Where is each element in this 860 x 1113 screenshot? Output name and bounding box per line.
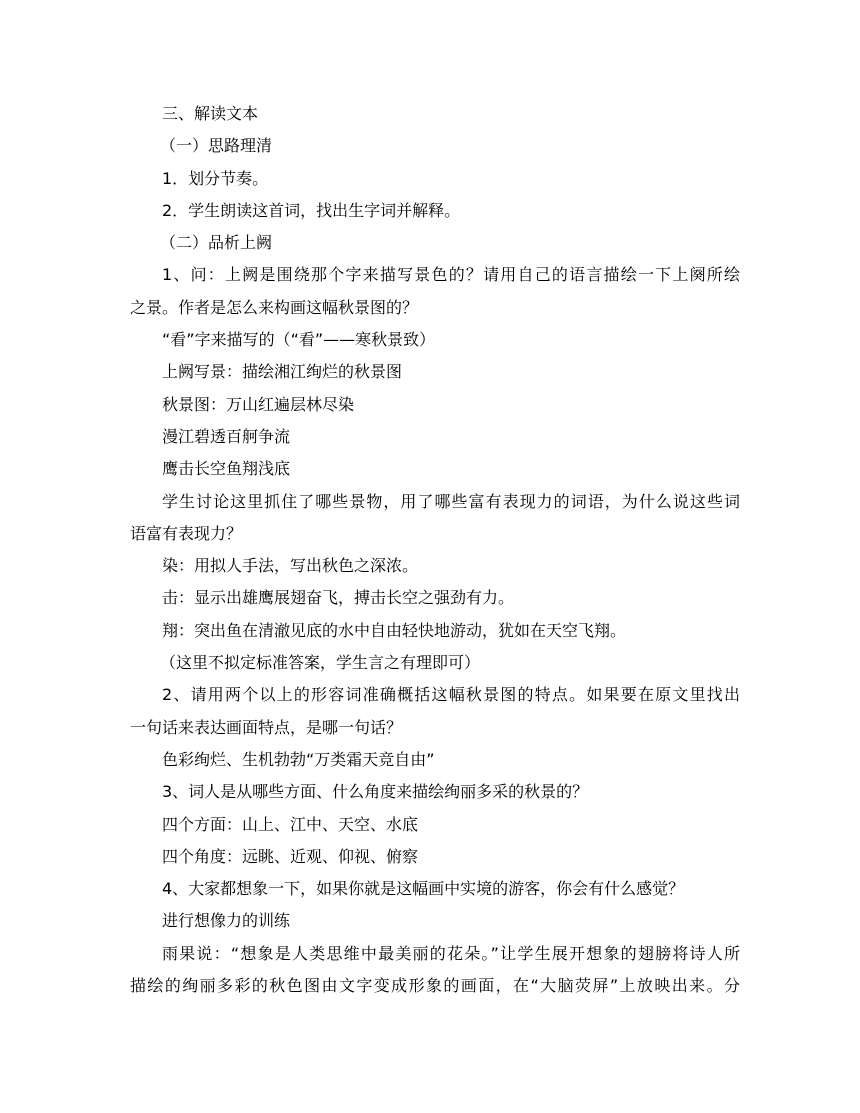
paragraph: 色彩绚烂、生机勃勃“万类霜天竞自由” <box>162 749 435 769</box>
paragraph: 1．划分节奏。 <box>162 168 269 188</box>
paragraph-continuation: 之景。作者是怎么来构画这幅秋景图的？ <box>130 297 419 317</box>
section-heading: 三、解读文本 <box>162 104 259 123</box>
paragraph: 漫江碧透百舸争流 <box>162 426 291 446</box>
subsection-heading: （一）思路理清 <box>160 136 273 156</box>
paragraph: 2．学生朗读这首词，找出生字词并解释。 <box>162 200 461 220</box>
subsection-heading: （二）品析上阙 <box>160 233 273 253</box>
paragraph: （这里不拟定标准答案，学生言之有理即可） <box>160 653 481 673</box>
paragraph: 2、请用两个以上的形容词准确概括这幅秋景图的特点。如果要在原文里找出 <box>162 685 740 705</box>
paragraph: 4、大家都想象一下，如果你就是这幅画中实境的游客，你会有什么感觉？ <box>162 879 685 899</box>
paragraph: 击：显示出雄鹰展翅奋飞，搏击长空之强劲有力。 <box>162 588 515 608</box>
paragraph-continuation: 描绘的绚丽多彩的秋色图由文字变成形象的画面，在“大脑荧屏”上放映出来。分 <box>130 976 740 996</box>
paragraph: “看”字来描写的（“看”——寒秋景致） <box>162 330 436 350</box>
paragraph: 3、词人是从哪些方面、什么角度来描绘绚丽多采的秋景的？ <box>162 782 589 802</box>
paragraph-continuation: 一句话来表达画面特点，是哪一句话？ <box>130 717 403 737</box>
paragraph: 鹰击长空鱼翔浅底 <box>162 459 291 479</box>
paragraph: 四个方面：山上、江中、天空、水底 <box>162 814 419 834</box>
paragraph: 1、问：上阙是围绕那个字来描写景色的？请用自己的语言描绘一下上阕所绘 <box>162 265 740 285</box>
paragraph: 雨果说：“想象是人类思维中最美丽的花朵。”让学生展开想象的翅膀将诗人所 <box>162 943 740 963</box>
paragraph: 四个角度：远眺、近观、仰视、俯察 <box>162 846 419 866</box>
document-body <box>130 98 740 1002</box>
paragraph: 学生讨论这里抓住了哪些景物，用了哪些富有表现力的词语，为什么说这些词 <box>162 491 740 511</box>
paragraph: 秋景图：万山红遍层林尽染 <box>162 394 355 414</box>
paragraph: 染：用拟人手法，写出秋色之深浓。 <box>162 556 419 576</box>
paragraph-continuation: 语富有表现力？ <box>130 523 243 543</box>
paragraph: 翔：突出鱼在清澈见底的水中自由轻快地游动，犹如在天空飞翔。 <box>162 620 627 640</box>
paragraph: 进行想像力的训练 <box>162 911 291 931</box>
paragraph: 上阙写景：描绘湘江绚烂的秋景图 <box>162 362 403 382</box>
